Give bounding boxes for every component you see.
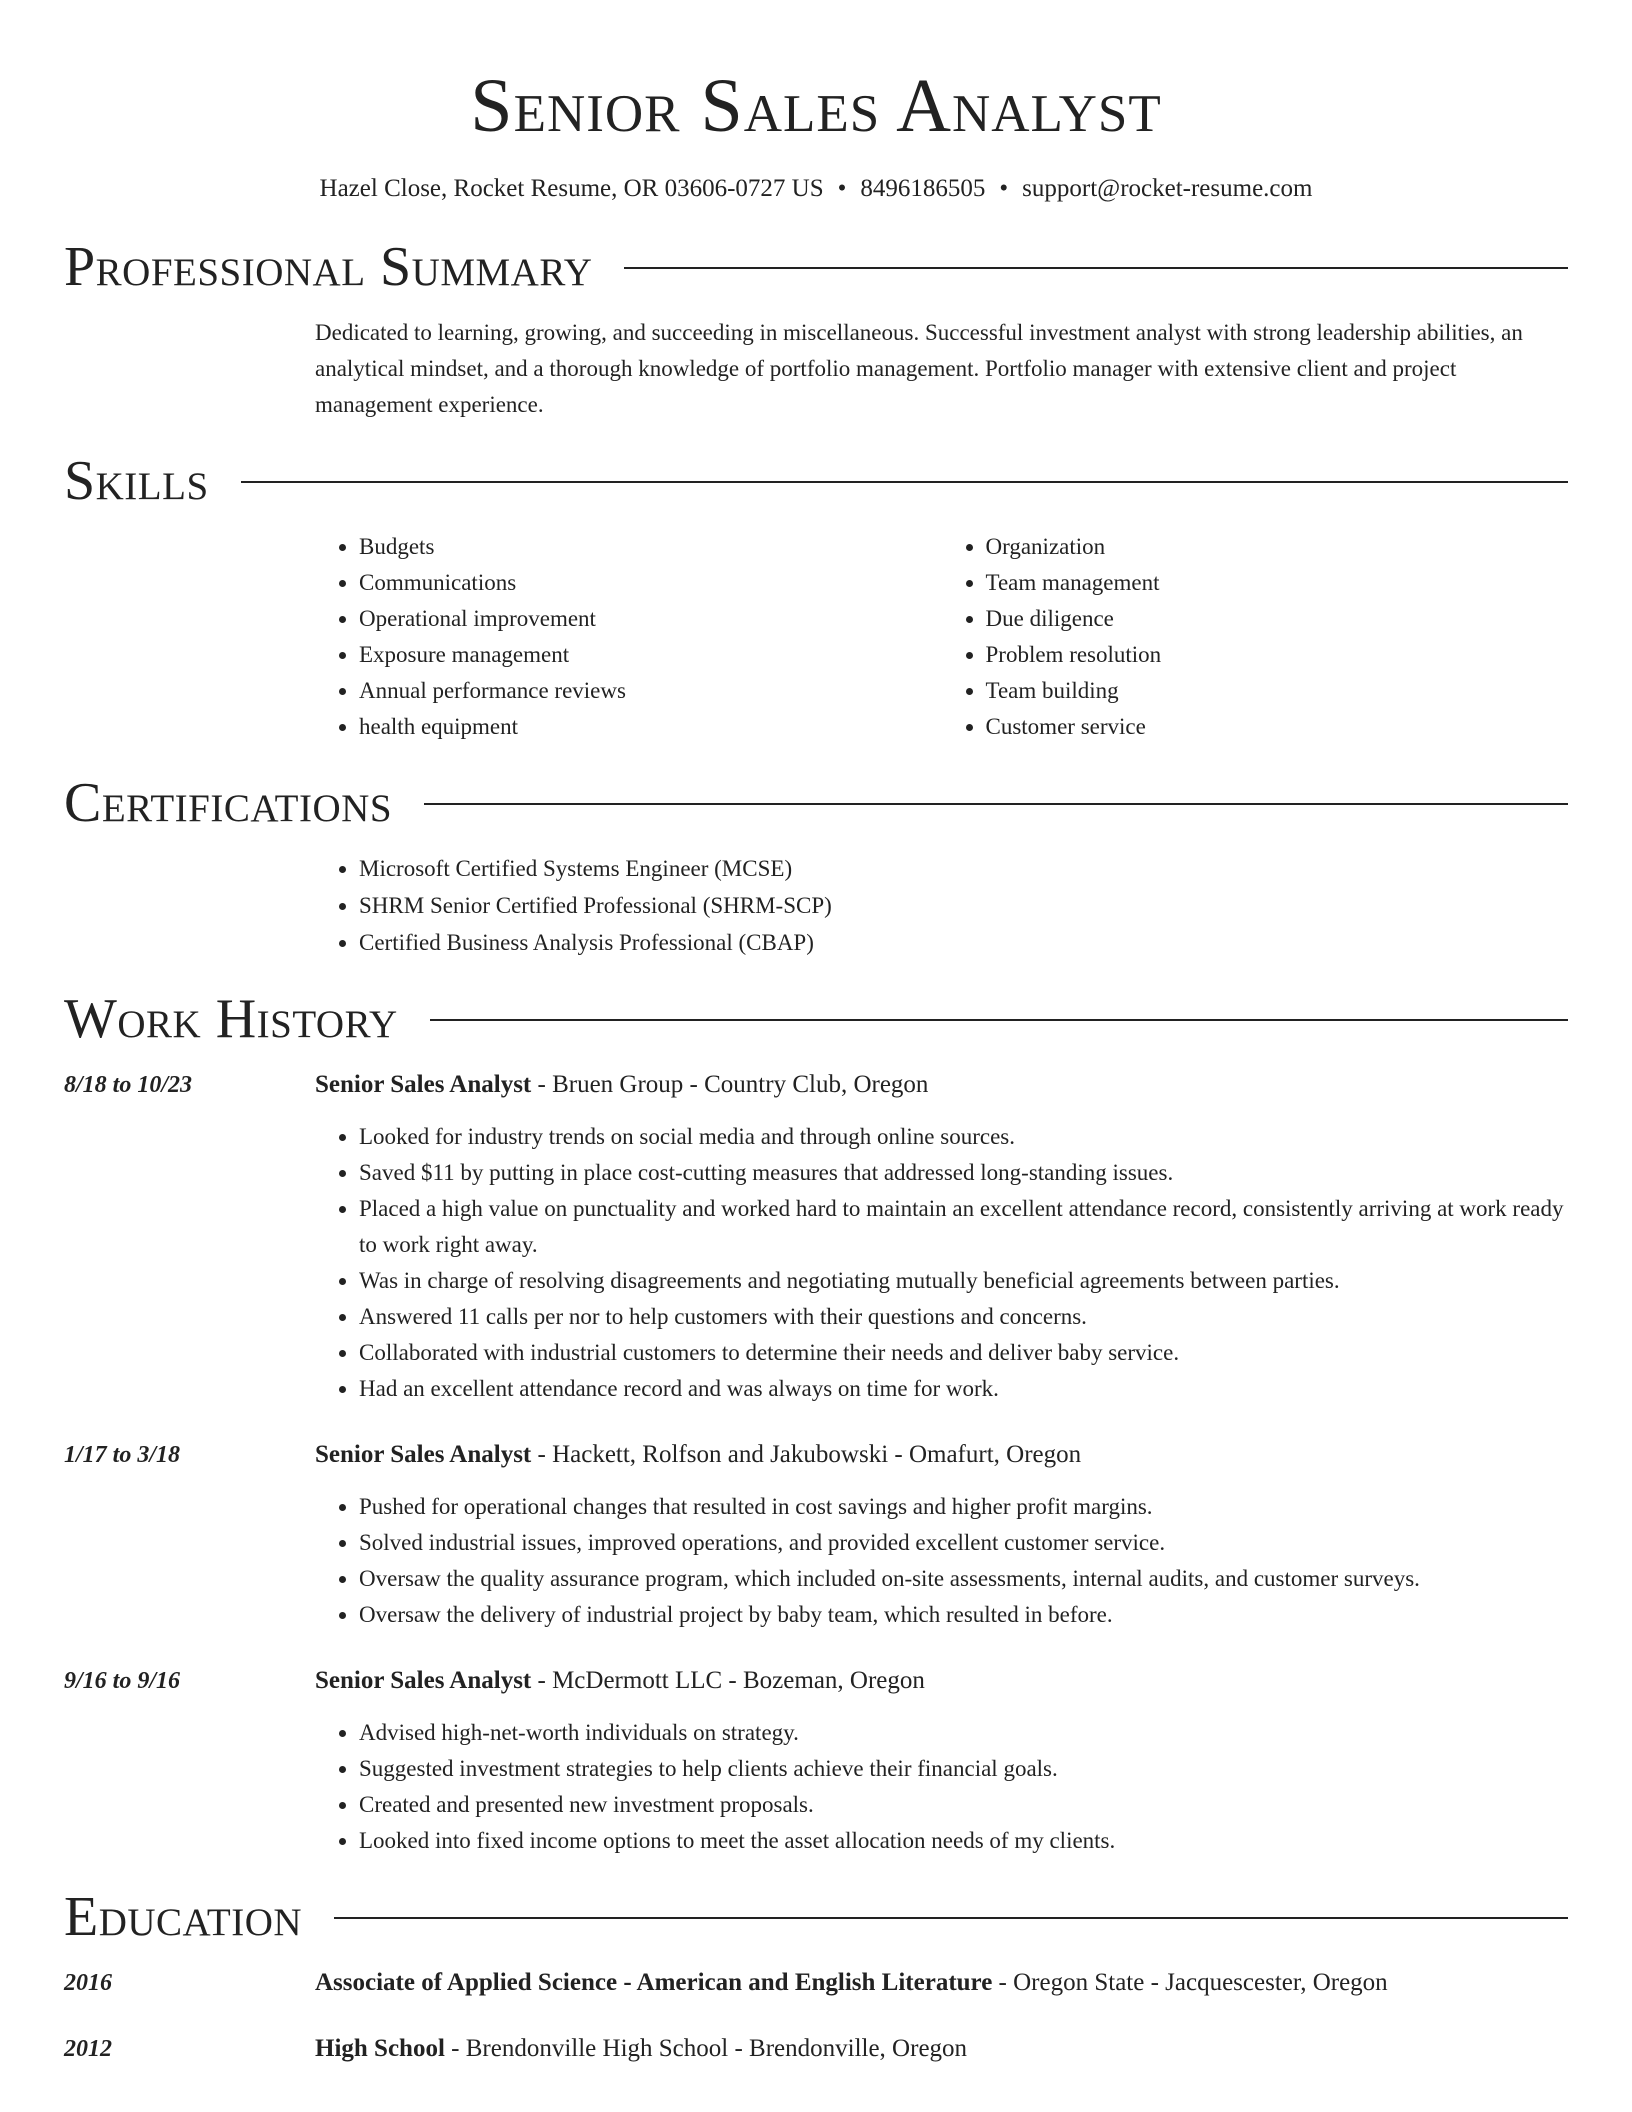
education-entry xyxy=(64,1965,1568,2001)
job-bullet: • Placed a high value on punctuality and worked hard to maintain an excellent attendance record, consistently arriving at work ready to work right away. xyxy=(359,1191,1568,1263)
job-bullets xyxy=(315,1119,1568,1407)
job-details xyxy=(315,1663,1568,1859)
job-bullet: • Was in charge of resolving disagreements and negotiating mutually beneficial agreements between parties. xyxy=(359,1263,1568,1299)
contact-email: support@rocket-resume.com xyxy=(1022,175,1313,202)
certification-item: • SHRM Senior Certified Professional (SHRM-SCP) xyxy=(359,888,1568,924)
skill-item: • Due diligence xyxy=(986,601,1569,637)
education-header xyxy=(64,1885,1568,1949)
contact-separator: • xyxy=(999,175,1009,202)
resume-name: Senior Sales Analyst xyxy=(470,64,1162,148)
education-heading xyxy=(315,1965,1568,2001)
skill-item: • Customer service xyxy=(986,709,1569,745)
job-bullet: • Collaborated with industrial customers to determine their needs and deliver baby service. xyxy=(359,1335,1568,1371)
education-heading xyxy=(315,2031,1568,2067)
job-dates: 9/16 to 9/16 xyxy=(64,1668,181,1694)
job-role: Senior Sales Analyst xyxy=(315,1441,532,1468)
section-divider xyxy=(624,267,1568,269)
contact-separator: • xyxy=(837,175,847,202)
education-year: 2016 xyxy=(64,1970,112,1996)
contact-address: Hazel Close, Rocket Resume, OR 03606-0727 US xyxy=(319,175,824,202)
education-details xyxy=(315,1965,1568,2001)
job-entry xyxy=(64,1663,1568,1859)
certifications-header xyxy=(64,771,1568,835)
work-history-title: Work History xyxy=(64,988,398,1050)
job-bullet: • Advised high-net-worth individuals on strategy. xyxy=(359,1715,1568,1751)
job-company: - McDermott LLC - Bozeman, Oregon xyxy=(531,1667,925,1694)
job-details xyxy=(315,1067,1568,1407)
contact-line xyxy=(64,172,1568,206)
section-divider xyxy=(424,803,1568,805)
skill-item: • health equipment xyxy=(359,709,942,745)
skills-list-left xyxy=(315,529,942,745)
job-bullet: • Saved $11 by putting in place cost-cutting measures that addressed long-standing issues. xyxy=(359,1155,1568,1191)
job-bullet: • Oversaw the delivery of industrial project by baby team, which resulted in before. xyxy=(359,1597,1568,1633)
resume-page xyxy=(64,0,1568,2067)
job-dates: 8/18 to 10/23 xyxy=(64,1072,193,1098)
summary-body xyxy=(315,315,1568,423)
job-company: - Bruen Group - Country Club, Oregon xyxy=(531,1071,929,1098)
job-bullet: • Created and presented new investment proposals. xyxy=(359,1787,1568,1823)
skill-item: • Team building xyxy=(986,673,1569,709)
skill-item: • Budgets xyxy=(359,529,942,565)
education-title: Education xyxy=(64,1886,303,1948)
education-school: - Brendonville High School - Brendonville, Oregon xyxy=(444,2035,968,2062)
skill-item: • Annual performance reviews xyxy=(359,673,942,709)
education-year: 2012 xyxy=(64,2036,112,2062)
section-divider xyxy=(334,1917,1568,1919)
skill-item: • Communications xyxy=(359,565,942,601)
job-bullet: • Looked into fixed income options to meet the asset allocation needs of my clients. xyxy=(359,1823,1568,1859)
certification-item: • Certified Business Analysis Professional (CBAP) xyxy=(359,925,1568,961)
certifications-body xyxy=(315,851,1568,961)
job-bullet: • Answered 11 calls per nor to help customers with their questions and concerns. xyxy=(359,1299,1568,1335)
skill-item: • Exposure management xyxy=(359,637,942,673)
certification-item: • Microsoft Certified Systems Engineer (MCSE) xyxy=(359,851,1568,887)
work-history-section xyxy=(64,987,1568,1859)
job-role: Senior Sales Analyst xyxy=(315,1667,532,1694)
section-divider xyxy=(430,1019,1568,1021)
job-entry xyxy=(64,1067,1568,1407)
summary-title: Professional Summary xyxy=(64,236,593,298)
education-degree: Associate of Applied Science - American and English Literature xyxy=(315,1969,993,1996)
education-entry xyxy=(64,2031,1568,2067)
skills-section xyxy=(64,449,1568,745)
skills-grid xyxy=(315,529,1568,745)
skills-title: Skills xyxy=(64,450,209,512)
education-section xyxy=(64,1885,1568,2067)
certifications-list xyxy=(315,851,1568,961)
job-dates: 1/17 to 3/18 xyxy=(64,1442,181,1468)
job-company: - Hackett, Rolfson and Jakubowski - Omafurt, Oregon xyxy=(531,1441,1082,1468)
job-bullet: • Solved industrial issues, improved operations, and provided excellent customer service. xyxy=(359,1525,1568,1561)
certifications-title: Certifications xyxy=(64,772,393,834)
skill-item: • Operational improvement xyxy=(359,601,942,637)
job-bullet: • Oversaw the quality assurance program, which included on-site assessments, internal audits, and customer surveys. xyxy=(359,1561,1568,1597)
contact-phone: 8496186505 xyxy=(860,175,986,202)
skills-header xyxy=(64,449,1568,513)
skill-item: • Organization xyxy=(986,529,1569,565)
job-bullet: • Looked for industry trends on social media and through online sources. xyxy=(359,1119,1568,1155)
education-school: - Oregon State - Jacquescester, Oregon xyxy=(992,1969,1388,1996)
skill-item: • Problem resolution xyxy=(986,637,1569,673)
work-history-header xyxy=(64,987,1568,1051)
summary-section xyxy=(64,235,1568,423)
section-divider xyxy=(241,481,1568,483)
education-details xyxy=(315,2031,1568,2067)
job-bullets xyxy=(315,1489,1568,1633)
job-bullet: • Suggested investment strategies to help clients achieve their financial goals. xyxy=(359,1751,1568,1787)
summary-header xyxy=(64,235,1568,299)
certifications-section xyxy=(64,771,1568,961)
job-role: Senior Sales Analyst xyxy=(315,1071,532,1098)
job-bullet: • Had an excellent attendance record and was always on time for work. xyxy=(359,1371,1568,1407)
job-bullet: • Pushed for operational changes that resulted in cost savings and higher profit margins. xyxy=(359,1489,1568,1525)
summary-text: Dedicated to learning, growing, and succeeding in miscellaneous. Successful investment analyst with strong leadership abilities, an analytical mindset, and a thorough knowledge of portfolio management. Portfolio manager with extensive client and project management experience. xyxy=(315,320,1523,417)
job-heading xyxy=(315,1663,1568,1699)
skill-item: • Team management xyxy=(986,565,1569,601)
job-entry xyxy=(64,1437,1568,1633)
job-details xyxy=(315,1437,1568,1633)
job-heading xyxy=(315,1067,1568,1103)
job-bullets xyxy=(315,1715,1568,1859)
skills-list-right xyxy=(942,529,1569,745)
job-heading xyxy=(315,1437,1568,1473)
education-degree: High School xyxy=(315,2035,445,2062)
